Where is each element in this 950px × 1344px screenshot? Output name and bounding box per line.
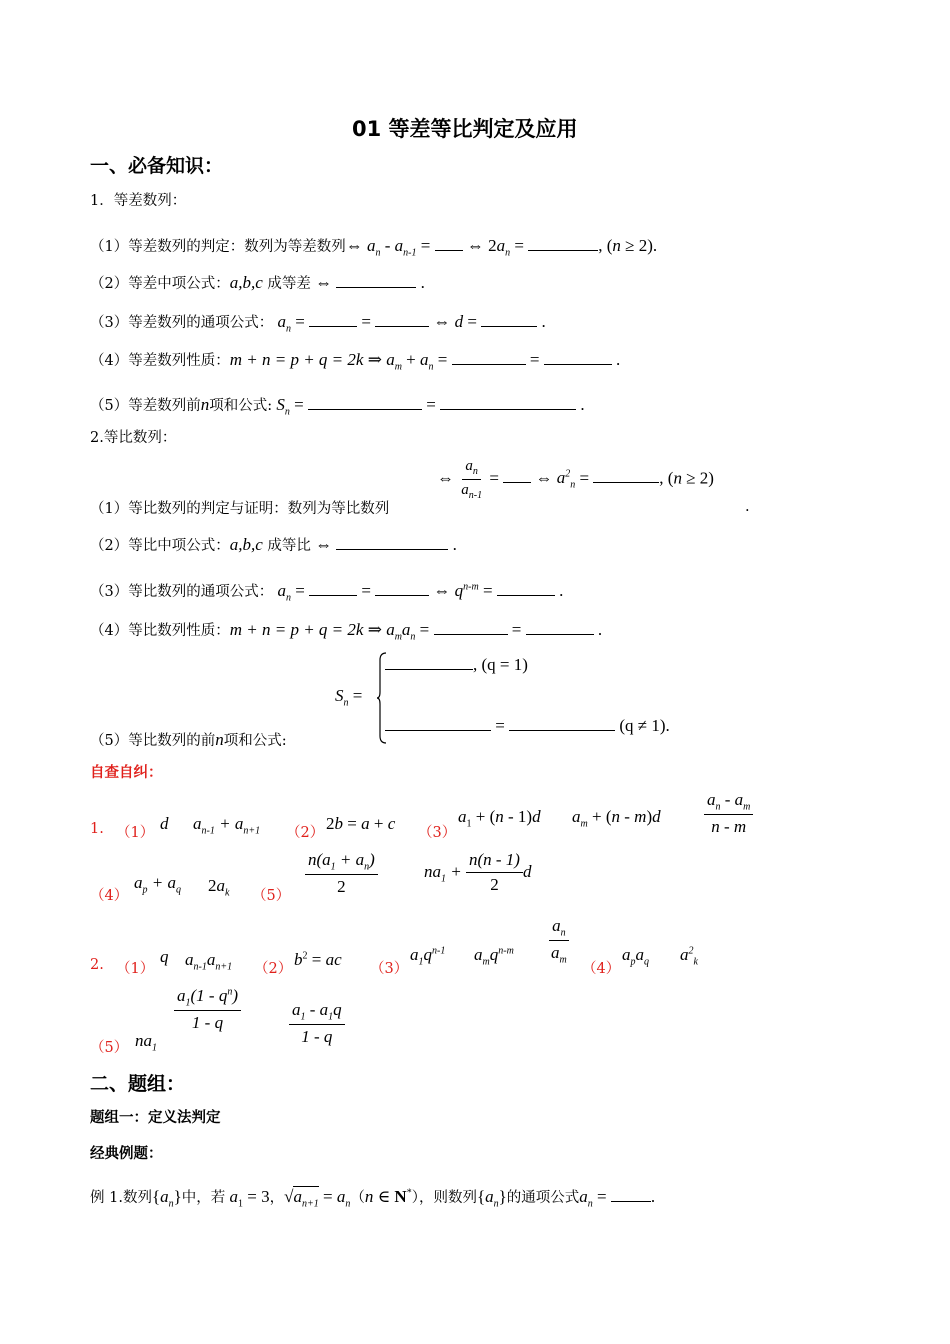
- geo-item-2-vars: a,b,c: [229, 535, 263, 554]
- answer-1-p4: （4）: [90, 888, 129, 904]
- answer-1-p1: （1）: [116, 825, 155, 841]
- answer-2-p5: （5）: [90, 1040, 129, 1056]
- arith-item-3: [90, 311, 546, 334]
- answer-2-3a: $a_1q^{n-1}$: [410, 945, 446, 968]
- section-heading-groups: 二、题组：: [90, 1073, 186, 1095]
- answer-1-number: 1.: [90, 821, 104, 837]
- answer-1-3b: $a_m + (n - m)d$: [572, 807, 661, 830]
- answer-2-4b: $a^2_k$: [680, 945, 698, 968]
- arith-item-2-label: （2）等差中项公式：: [90, 276, 230, 292]
- arith-item-2: （2）等差中项公式：a,b,c 成等差 ⇔ .: [90, 273, 425, 292]
- answer-2-number: 2.: [90, 957, 104, 973]
- arith-item-1-label: （1）等差数列的判定：数列为等差数列: [90, 239, 346, 255]
- answer-2-3c: $\frac{a_n}{a_m}$: [551, 916, 567, 966]
- answer-1-3a: $a_1 + (n - 1)d$: [458, 807, 541, 830]
- answer-2-1a: q: [160, 947, 169, 966]
- geo-item-2: （2）等比中项公式：a,b,c 成等比 ⇔ .: [90, 535, 457, 554]
- answer-2-2: $b^2$ = ac: [294, 950, 342, 969]
- answer-1-5b: $na_1$ + $\frac{n(n - 1)}{2}$ d: [424, 850, 532, 894]
- answer-2-5c: $\frac{a_1 - a_1q}{1 - q}$: [289, 1000, 345, 1047]
- geo-item-4: （4）等比数列性质：m + n = p + q = 2k ⇒ $a_ma_n$ = = .: [90, 620, 603, 643]
- answer-2-p1: （1）: [116, 961, 155, 977]
- geo-item-5: （5）等比数列的前n项和公式:: [90, 730, 287, 749]
- answer-2-3b: $a_mq^{n-m}$: [474, 945, 514, 968]
- geo-item-5-text: 项和公式:: [223, 733, 287, 749]
- geo-item-2-text: 成等比: [267, 538, 311, 554]
- geo-item-1-label: （1）等比数列的判定与证明：数列为等比数列: [90, 501, 390, 517]
- arith-item-3-formula: $a_n$ = = ⇔ d = .: [277, 312, 546, 335]
- arith-item-4-label: （4）等差数列性质：: [90, 353, 230, 369]
- geo-item-3-label: （3）等比数列的通项公式：: [90, 584, 274, 600]
- examples-heading: 经典例题：: [90, 1146, 163, 1162]
- selfcheck-heading: 自查自纠：: [90, 765, 163, 781]
- answer-1-4a: $a_p + a_q$: [134, 873, 181, 896]
- answer-1-3c: $\frac{a_n - a_m}{n - m}$: [704, 790, 753, 837]
- answer-2-1b: $a_{n-1}a_{n+1}$: [185, 950, 233, 973]
- geo-item-1-formula: ⇔ $\frac{a_n}{a_{n-1}}$ = ⇔ $a^2_n$ = , (n ≥ 2): [437, 458, 714, 501]
- arith-item-5: （5）等差数列前n项和公式: $S_n$ = = .: [90, 395, 585, 418]
- section-heading-knowledge: 一、必备知识：: [90, 155, 224, 177]
- geo-item-4-formula: m + n = p + q = 2k ⇒: [229, 620, 382, 639]
- answer-1-4b: $2a_k$: [208, 876, 230, 899]
- arith-item-5-text: 项和公式:: [209, 398, 273, 414]
- answer-2-p4: （4）: [582, 961, 621, 977]
- answer-1-2: 2b = a + c: [326, 814, 396, 833]
- group-1-heading: 题组一：定义法判定: [90, 1110, 221, 1126]
- arith-heading: 1．等差数列：: [90, 193, 187, 209]
- answer-2-p3: （3）: [370, 961, 409, 977]
- answer-1-p5: （5）: [252, 888, 291, 904]
- geo-item-3: [90, 580, 563, 603]
- arith-item-2-vars: a,b,c: [229, 273, 263, 292]
- answer-2-p2: （2）: [254, 961, 293, 977]
- arith-item-1-formula: ⇔ $a_n - a_{n-1}$ = ⇔ $2a_n$ = , (n ≥ 2).: [345, 236, 658, 259]
- answer-2-5a: $na_1$: [135, 1031, 157, 1054]
- geo-sum-symbol: $S_n$ =: [335, 686, 363, 709]
- geo-sum-case-1: , (q = 1): [385, 655, 528, 675]
- answer-1-p3: （3）: [418, 825, 457, 841]
- arith-item-3-label: （3）等差数列的通项公式：: [90, 315, 274, 331]
- arith-item-1: [90, 235, 657, 258]
- page-title: 01 等差等比判定及应用: [352, 117, 578, 141]
- arith-item-2-text: 成等差: [267, 276, 311, 292]
- answer-2-5b: $\frac{a_1(1 - q^n)}{1 - q}$: [174, 986, 241, 1033]
- arith-item-5-label: （5）等差数列前: [90, 398, 201, 414]
- geo-sum-case-2: = (q ≠ 1).: [385, 716, 670, 736]
- answer-1-p2: （2）: [286, 825, 325, 841]
- answer-2-4a: $a_pa_q$: [622, 945, 649, 968]
- arith-item-4-formula: m + n = p + q = 2k ⇒: [229, 350, 382, 369]
- answer-1-1a: d: [160, 814, 169, 833]
- geo-item-2-label: （2）等比中项公式：: [90, 538, 230, 554]
- geo-item-4-label: （4）等比数列性质：: [90, 623, 230, 639]
- geo-item-3-formula: $a_n$ = = ⇔ $q^{n-m}$ = .: [277, 581, 564, 604]
- answer-1-1b: $a_{n-1} + a_{n+1}$: [193, 814, 261, 837]
- geo-item-5-label: （5）等比数列的前: [90, 733, 216, 749]
- example-1: 例 1.数列$\{a_n\}$中，若 $a_1 = 3$，$√a_{n+1} = a_n(n$ ∈ N*），则数列$\{a_n\}$的通项公式$a_n$ = .: [90, 1187, 656, 1210]
- geo-heading: 2.等比数列：: [90, 430, 177, 446]
- arith-item-4: （4）等差数列性质：m + n = p + q = 2k ⇒ $a_m + a_n$ = = .: [90, 350, 621, 373]
- answer-1-5a: $\frac{n(a_1 + a_n)}{2}$: [305, 850, 378, 897]
